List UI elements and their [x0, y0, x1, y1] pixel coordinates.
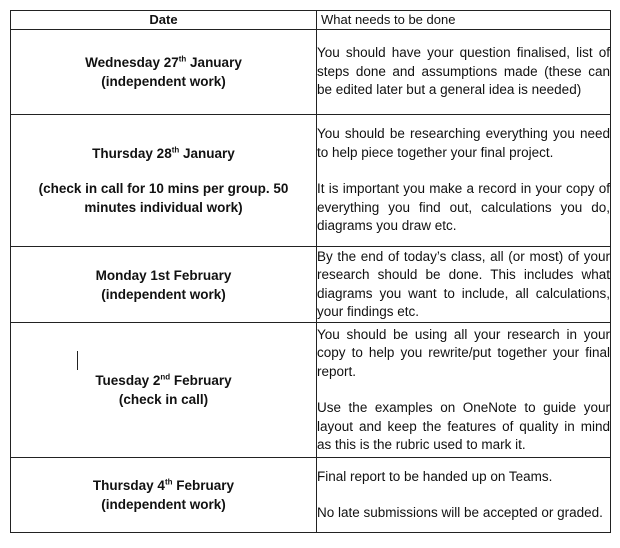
task-text: You should have your question finalised, list of steps done and assumptions made (these can be edited later but a general idea is needed) [317, 45, 610, 98]
date-label: Tuesday 2nd February [95, 372, 232, 388]
date-cell [11, 30, 317, 115]
date-column-header: Date [11, 11, 317, 30]
task-text: By the end of today’s class, all (or most) of your research should be done. This includes what diagrams you want to include, all calculations, your findings etc. [317, 248, 610, 319]
table-row [11, 115, 611, 247]
table-row [11, 458, 611, 533]
task-cell [317, 247, 611, 323]
work-type-note: (independent work) [101, 74, 226, 89]
date-cell [11, 458, 317, 533]
header-row [11, 11, 611, 30]
task-cell [317, 323, 611, 458]
work-type-note: (check in call) [118, 392, 209, 407]
table-row [11, 323, 611, 458]
task-text: It is important you make a record in your copy of everything you find out, calculations you do, diagrams you draw etc. [317, 181, 610, 234]
date-label: Thursday 4th February [92, 477, 235, 493]
task-cell [317, 30, 611, 115]
text-cursor [77, 351, 78, 370]
work-type-note: (independent work) [101, 497, 226, 512]
work-type-note: (check in call for 10 mins per group. 50 minutes individual work) [38, 181, 289, 215]
task-cell [317, 458, 611, 533]
table-row [11, 247, 611, 323]
date-cell [11, 115, 317, 247]
task-cell [317, 115, 611, 247]
date-label: Monday 1st February [95, 267, 232, 283]
task-column-header: What needs to be done [317, 11, 611, 30]
task-text: Use the examples on OneNote to guide your layout and keep the features of quality in mind as this is the rubric used to mark it. [317, 400, 610, 452]
table-row [11, 30, 611, 115]
date-cell [11, 323, 317, 458]
work-type-note: (independent work) [101, 286, 226, 302]
schedule-table [10, 10, 611, 533]
task-text: No late submissions will be accepted or graded. [317, 505, 603, 520]
task-text: Final report to be handed up on Teams. [317, 468, 553, 484]
date-cell [11, 247, 317, 323]
date-label: Wednesday 27th January [85, 54, 242, 70]
task-text: You should be researching everything you need to help piece together your final project. [317, 126, 610, 160]
task-text: You should be using all your research in your copy to help you rewrite/put together your final report. [317, 326, 610, 379]
date-label: Thursday 28th January [92, 145, 235, 161]
